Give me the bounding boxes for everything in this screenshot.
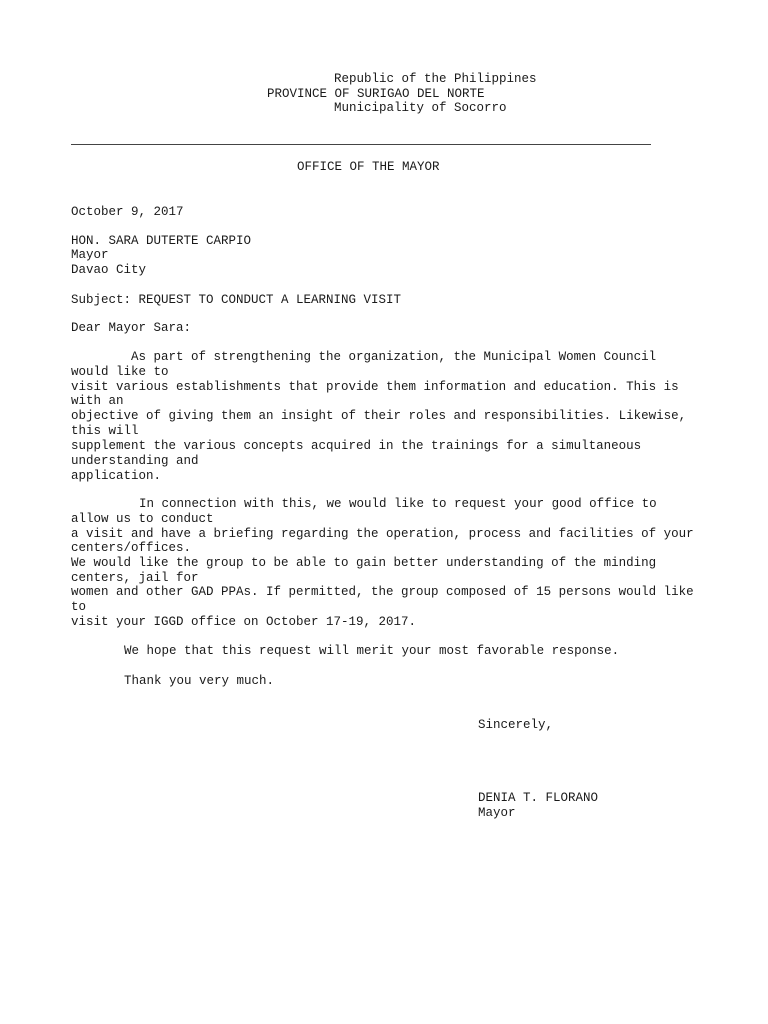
letterhead-province: PROVINCE OF SURIGAO DEL NORTE [267,87,485,101]
paragraph-line: supplement the various concepts acquired in the trainings for a simultaneous [71,439,642,453]
signatory-name: DENIA T. FLORANO [478,791,599,805]
paragraph-line: objective of giving them an insight of their roles and responsibilities. Likewise, [71,409,687,423]
paragraph-line: centers, jail for [71,571,199,585]
paragraph-line: would like to [71,365,169,379]
paragraph-line: visit various establishments that provide them information and education. This is [71,380,679,394]
letterhead-municipality: Municipality of Socorro [334,101,507,115]
paragraph-line: a visit and have a briefing regarding the operation, process and facilities of your [71,527,694,541]
paragraph-3: We hope that this request will merit your most favorable response. [124,644,620,658]
signatory-title: Mayor [478,806,516,820]
header-divider [71,144,651,145]
paragraph-line: women and other GAD PPAs. If permitted, the group composed of 15 persons would like [71,585,694,599]
paragraph-line: understanding and [71,454,199,468]
office-title: OFFICE OF THE MAYOR [297,160,440,174]
letterhead-republic: Republic of the Philippines [334,72,537,86]
recipient-title: Mayor [71,248,109,262]
recipient-city: Davao City [71,263,147,277]
salutation: Dear Mayor Sara: [71,321,192,335]
paragraph-line: As part of strengthening the organization, the Municipal Women Council [131,350,657,364]
closing: Sincerely, [478,718,554,732]
subject-line: Subject: REQUEST TO CONDUCT A LEARNING VISIT [71,293,402,307]
paragraph-4: Thank you very much. [124,674,275,688]
letter-date: October 9, 2017 [71,205,184,219]
paragraph-line: In connection with this, we would like to request your good office to [139,497,657,511]
paragraph-line: with an [71,394,124,408]
paragraph-line: this will [71,424,139,438]
paragraph-line: We would like the group to be able to gain better understanding of the minding [71,556,657,570]
paragraph-line: centers/offices. [71,541,192,555]
paragraph-line: allow us to conduct [71,512,214,526]
paragraph-line: visit your IGGD office on October 17-19, 2017. [71,615,417,629]
paragraph-line: application. [71,469,162,483]
paragraph-line: to [71,600,87,614]
recipient-name: HON. SARA DUTERTE CARPIO [71,234,252,248]
